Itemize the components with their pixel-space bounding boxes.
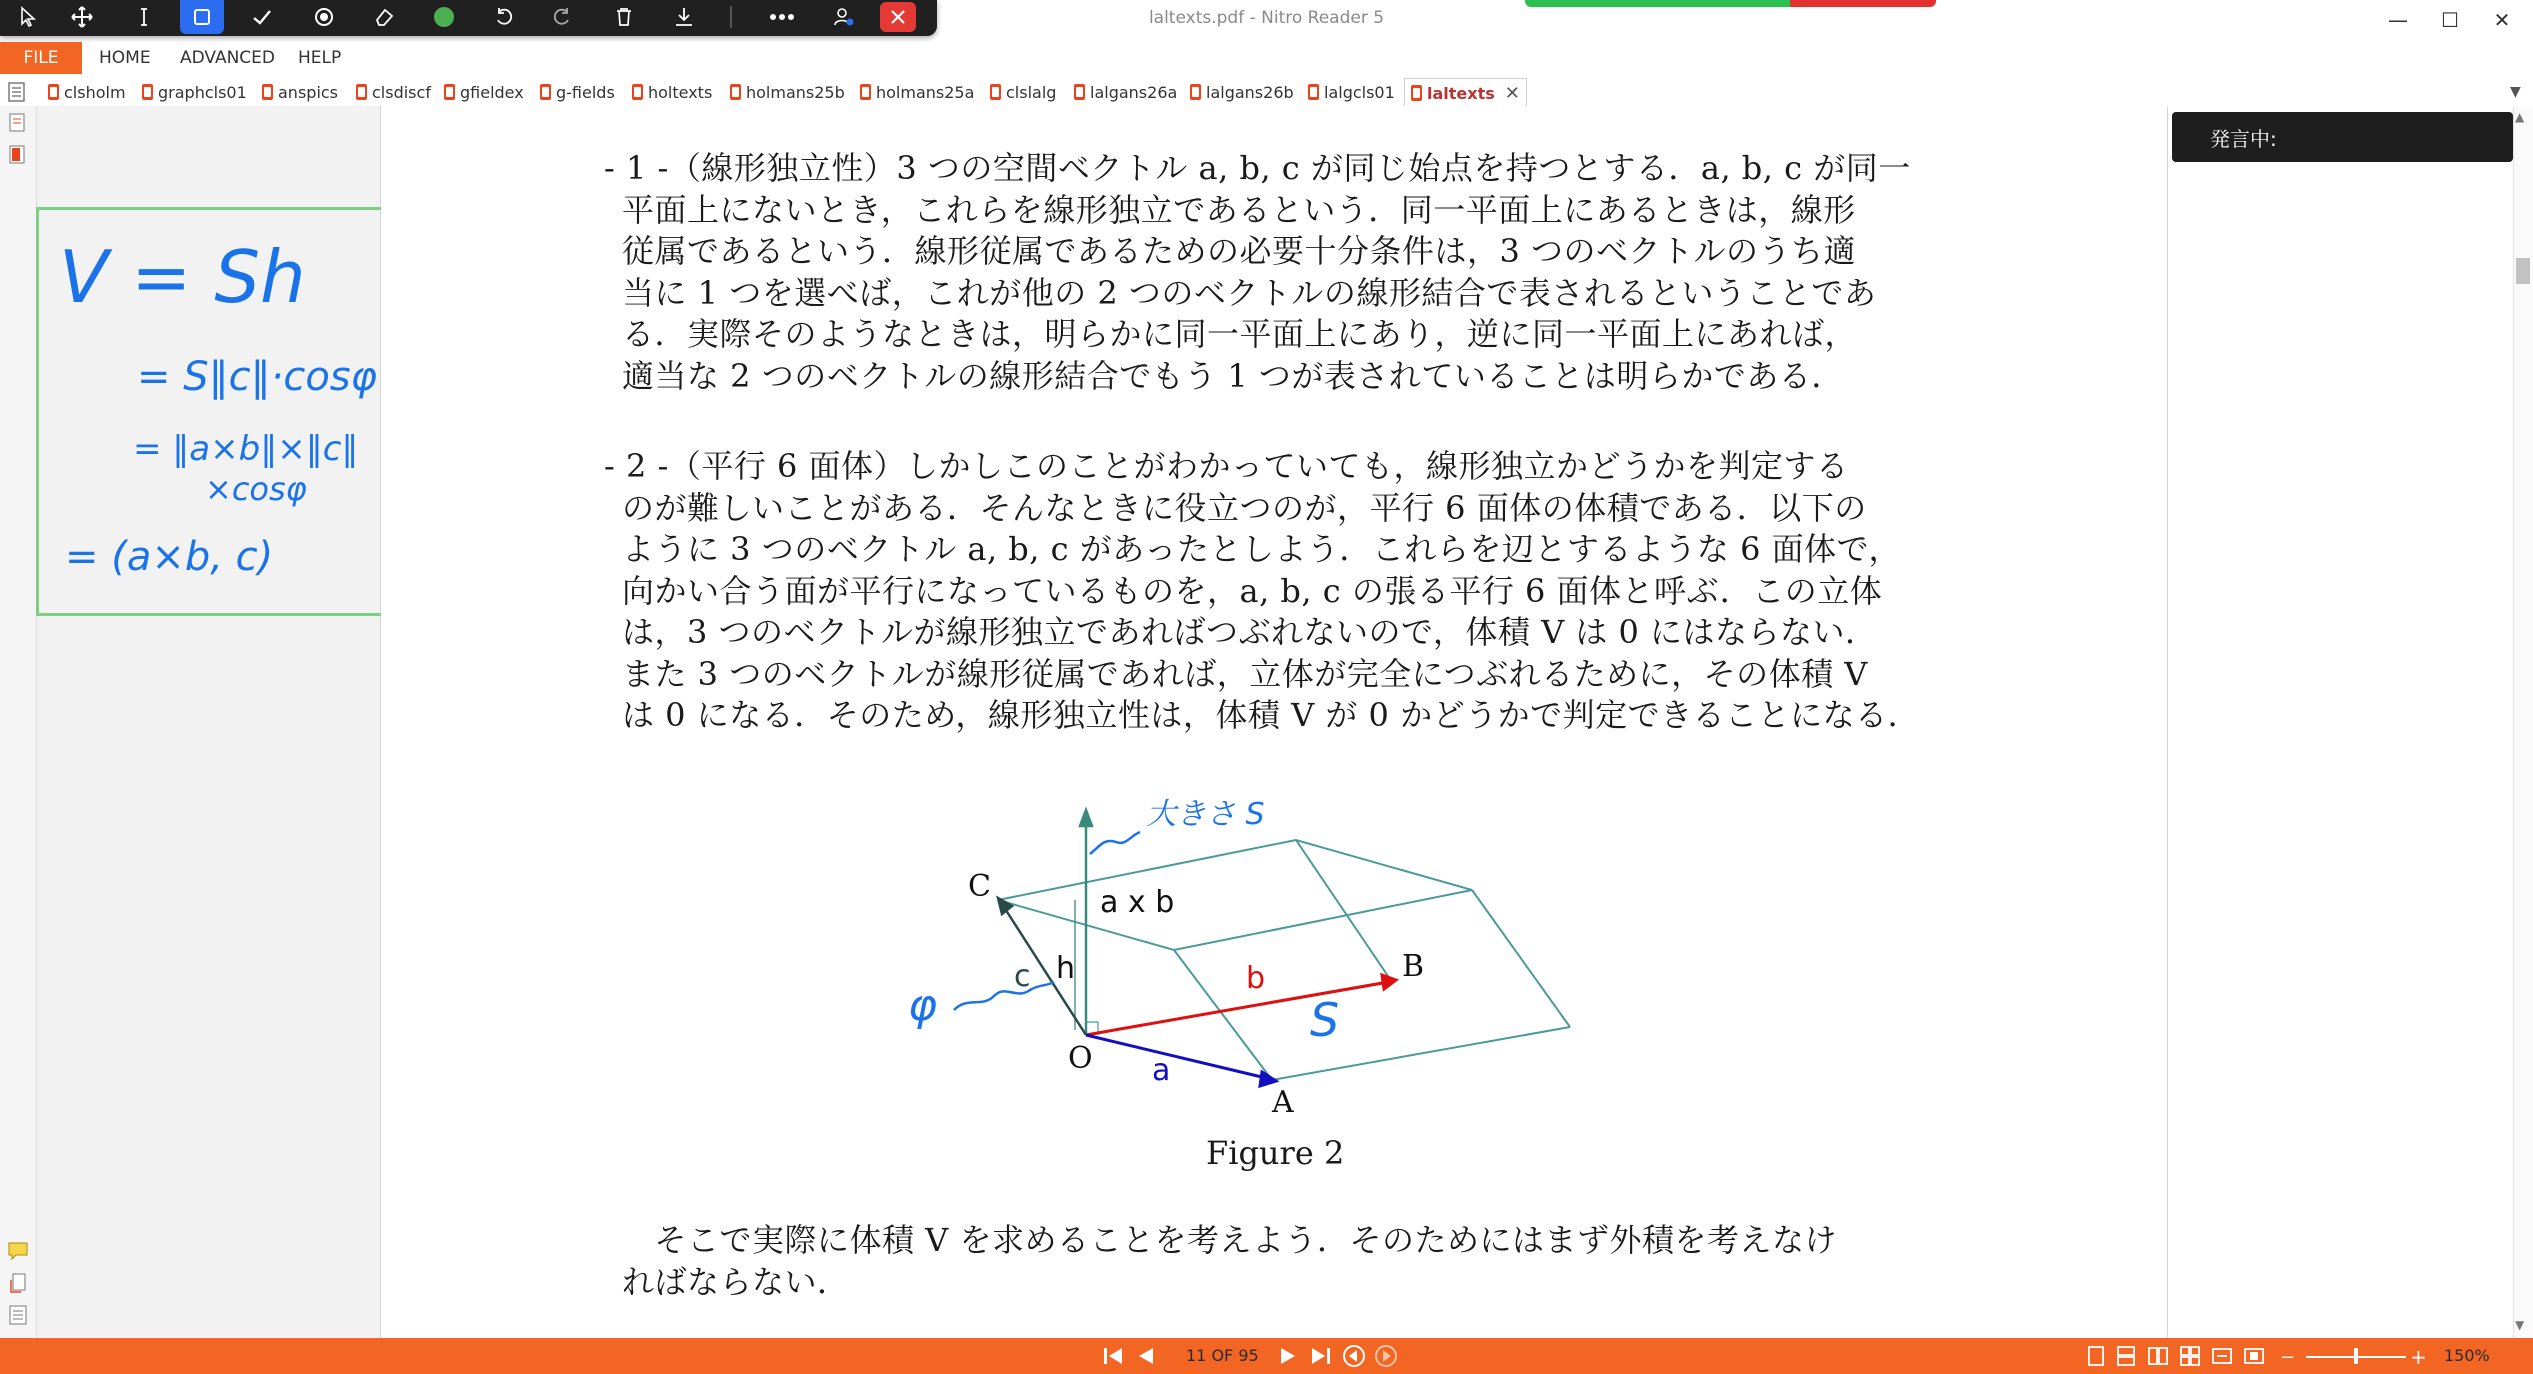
ink-squiggle-top [1090, 832, 1140, 854]
trash-icon[interactable] [602, 0, 646, 34]
previous-view-icon[interactable] [1340, 1342, 1368, 1370]
close-window-button[interactable]: ✕ [2493, 8, 2511, 32]
previous-page-icon[interactable] [1132, 1342, 1160, 1370]
ink-color-icon[interactable] [422, 0, 466, 34]
pdf-file-icon [1074, 84, 1085, 100]
download-icon[interactable] [662, 0, 706, 34]
scroll-up-arrow-icon[interactable]: ▲ [2515, 110, 2525, 124]
vertical-edge-back [1296, 840, 1392, 982]
last-page-icon[interactable] [1306, 1342, 1334, 1370]
paragraph-parallelepiped: - 2 -（平行 6 面体）しかしこのことがわかっていても，線形独立かどうかを判定する のが難しいことがある．そんなときに役立つのが，平行 6 面体の体積である．以下の ように 3 つのベクトル a, b, c があったとしよう．これらを辺とするような 6 面体で， 向かい合う面が平行になっているものを，a, b, c の張る平行 6 面体と呼ぶ．この立体 は，3 つのベクトルが線形独立であればつぶれないので，体積 V は 0 にはならない． また 3 つのベクトルが線形従属であれば，立体が完全につぶれるために，その体積 V は 0 になる．そのため，線形独立性は，体積 V が 0 かどうかで判定できることになる． [604, 447, 1921, 734]
pdf-file-icon [444, 84, 455, 100]
close-tab-icon[interactable]: ✕ [1504, 82, 1520, 104]
pdf-file-icon [1308, 84, 1319, 100]
vertical-edge-right [1472, 890, 1570, 1027]
status-bar-red [1790, 0, 1936, 7]
pdf-file-icon [860, 84, 871, 100]
vector-a [1086, 1035, 1266, 1078]
ink-line-5: = (a×b, c) [65, 534, 274, 580]
zoom-slider-thumb[interactable] [2354, 1348, 2358, 1364]
pan-tool-icon[interactable] [60, 0, 104, 34]
label-h: h [1056, 951, 1076, 986]
status-bar-green [1525, 0, 1790, 7]
tab-holtexts[interactable]: holtexts [632, 80, 712, 104]
redo-icon[interactable] [540, 0, 584, 34]
properties-panel-icon[interactable] [7, 1304, 29, 1326]
window-title: laltexts.pdf - Nitro Reader 5 [1148, 8, 1385, 28]
maximize-button[interactable]: ☐ [2441, 8, 2459, 32]
scroll-down-arrow-icon[interactable]: ▼ [2515, 1318, 2525, 1332]
label-a: a [1152, 1053, 1171, 1088]
bookmarks-panel-icon[interactable] [7, 144, 29, 166]
ink-line-1: V = Sh [59, 235, 306, 319]
vector-b-arrowhead [1382, 975, 1396, 989]
pdf-file-icon [540, 84, 551, 100]
label-C: C [968, 869, 991, 904]
tab-clsdiscf[interactable]: clsdiscf [356, 80, 431, 104]
tab-lalgcls01[interactable]: lalgcls01 [1308, 80, 1395, 104]
close-toolbar-icon[interactable] [880, 2, 916, 32]
zoom-out-icon[interactable]: − [2280, 1347, 2296, 1368]
pages-panel-icon[interactable] [7, 112, 29, 134]
ink-area-S: S [1310, 993, 1340, 1047]
first-page-icon[interactable] [1100, 1342, 1128, 1370]
pdf-file-icon [48, 84, 59, 100]
vector-a-arrowhead [1260, 1072, 1276, 1086]
tab-clsholm[interactable]: clsholm [48, 80, 126, 104]
stamp-tool-icon[interactable] [302, 0, 346, 34]
tab-gfieldex[interactable]: gfieldex [444, 80, 524, 104]
tab-clslalg[interactable]: clslalg [990, 80, 1056, 104]
tab-overflow-chevron-icon[interactable]: ▼ [2510, 84, 2521, 100]
label-A: A [1272, 1085, 1294, 1120]
ink-phi: φ [908, 980, 938, 1031]
label-axb: a x b [1100, 885, 1175, 920]
label-O: O [1068, 1041, 1093, 1076]
text-cursor-tool-icon[interactable] [122, 0, 166, 34]
tab-graphcls01[interactable]: graphcls01 [142, 80, 247, 104]
fit-width-icon[interactable] [2208, 1342, 2236, 1370]
tab-g-fields[interactable]: g-fields [540, 80, 615, 104]
zoom-in-icon[interactable]: + [2410, 1345, 2427, 1369]
checkmark-tool-icon[interactable] [240, 0, 284, 34]
tab-laltexts[interactable]: laltexts ✕ [1404, 78, 1527, 107]
scroll-thumb[interactable] [2516, 258, 2530, 284]
pdf-file-icon [356, 84, 367, 100]
label-b: b [1246, 961, 1266, 996]
pdf-file-icon [1411, 85, 1422, 101]
minimize-button[interactable]: — [2388, 8, 2408, 32]
toolbar-separator [730, 6, 732, 28]
pdf-file-icon [1190, 84, 1201, 100]
tab-lalgans26a[interactable]: lalgans26a [1074, 80, 1177, 104]
continuous-view-icon[interactable] [2112, 1342, 2140, 1370]
top-face [998, 840, 1472, 950]
ink-size-S: 大きさ S [1146, 797, 1265, 832]
pdf-file-icon [990, 84, 1001, 100]
figure-caption: Figure 2 [1206, 1134, 1345, 1172]
file-menu[interactable]: FILE [0, 42, 82, 74]
paragraph-volume: そこで実際に体積 V を求めることを考えよう．そのためにはまず外積を考えなけ ればならない． [622, 1221, 1837, 1301]
pdf-file-icon [262, 84, 273, 100]
pdf-file-icon [142, 84, 153, 100]
eraser-tool-icon[interactable] [362, 0, 406, 34]
annotation-toolbar [0, 0, 937, 36]
next-page-icon[interactable] [1274, 1342, 1302, 1370]
single-page-view-icon[interactable] [2082, 1342, 2110, 1370]
attachments-panel-icon[interactable] [7, 1272, 29, 1294]
vertical-scrollbar[interactable] [2513, 106, 2533, 1338]
advanced-menu[interactable]: ADVANCED [180, 48, 276, 68]
comments-panel-icon[interactable] [7, 1240, 29, 1262]
pdf-file-icon [632, 84, 643, 100]
vector-c-arrowhead [998, 898, 1012, 914]
facing-view-icon[interactable] [2144, 1342, 2172, 1370]
select-tool-icon[interactable] [6, 0, 50, 34]
zoom-level[interactable]: 150% [2444, 1346, 2490, 1365]
home-menu[interactable]: HOME [99, 48, 151, 68]
fit-page-icon[interactable] [2240, 1342, 2268, 1370]
paragraph-linear-independence: - 1 -（線形独立性）3 つの空間ベクトル a, b, c が同じ始点を持つとする．a, b, c が同一 平面上にないとき，これらを線形独立であるという．同一平面上にあるときは，線形 従属であるという．線形従属であるための必要十分条件は，3 つのベクトルのうち適 当に 1 つを選べば，これが他の 2 つのベクトルの線形結合で表されるということであ る．実際そのようなときは，明らかに同一平面上にあり，逆に同一平面上にあれば， 適当な 2 つのベクトルの線形結合でもう 1 つが表されていることは明らかである． [604, 149, 1911, 395]
tab-lalgans26b[interactable]: lalgans26b [1190, 80, 1294, 104]
more-options-icon[interactable] [760, 0, 804, 34]
label-B: B [1402, 949, 1425, 984]
ink-line-2: = S‖c‖·cosφ [137, 354, 378, 400]
normal-arrowhead [1080, 810, 1092, 826]
ink-line-3: = ‖a×b‖×‖c‖ [133, 429, 359, 469]
tab-holmans25b[interactable]: holmans25b [730, 80, 845, 104]
label-c: c [1014, 959, 1031, 994]
right-pane [2167, 106, 2514, 1338]
help-menu[interactable]: HELP [298, 48, 342, 68]
undo-icon[interactable] [482, 0, 526, 34]
ink-line-4: ×cosφ [205, 470, 307, 508]
next-view-icon[interactable] [1372, 1342, 1400, 1370]
figure-2-diagram [890, 790, 1590, 1130]
speech-label: 発言中: [2210, 127, 2277, 151]
rectangle-tool-icon[interactable] [180, 0, 224, 34]
user-settings-icon[interactable] [822, 0, 866, 34]
page-indicator[interactable]: 11 OF 95 [1186, 1346, 1259, 1365]
tab-list-icon[interactable] [8, 82, 26, 102]
menu-bar [0, 42, 2533, 74]
pdf-file-icon [730, 84, 741, 100]
ink-squiggle-phi [954, 982, 1054, 1010]
tab-holmans25a[interactable]: holmans25a [860, 80, 974, 104]
left-icon-rail [0, 106, 37, 1338]
tab-anspics[interactable]: anspics [262, 80, 338, 104]
facing-continuous-view-icon[interactable] [2176, 1342, 2204, 1370]
vector-b [1086, 982, 1388, 1035]
ink-note-strokes [39, 210, 439, 613]
